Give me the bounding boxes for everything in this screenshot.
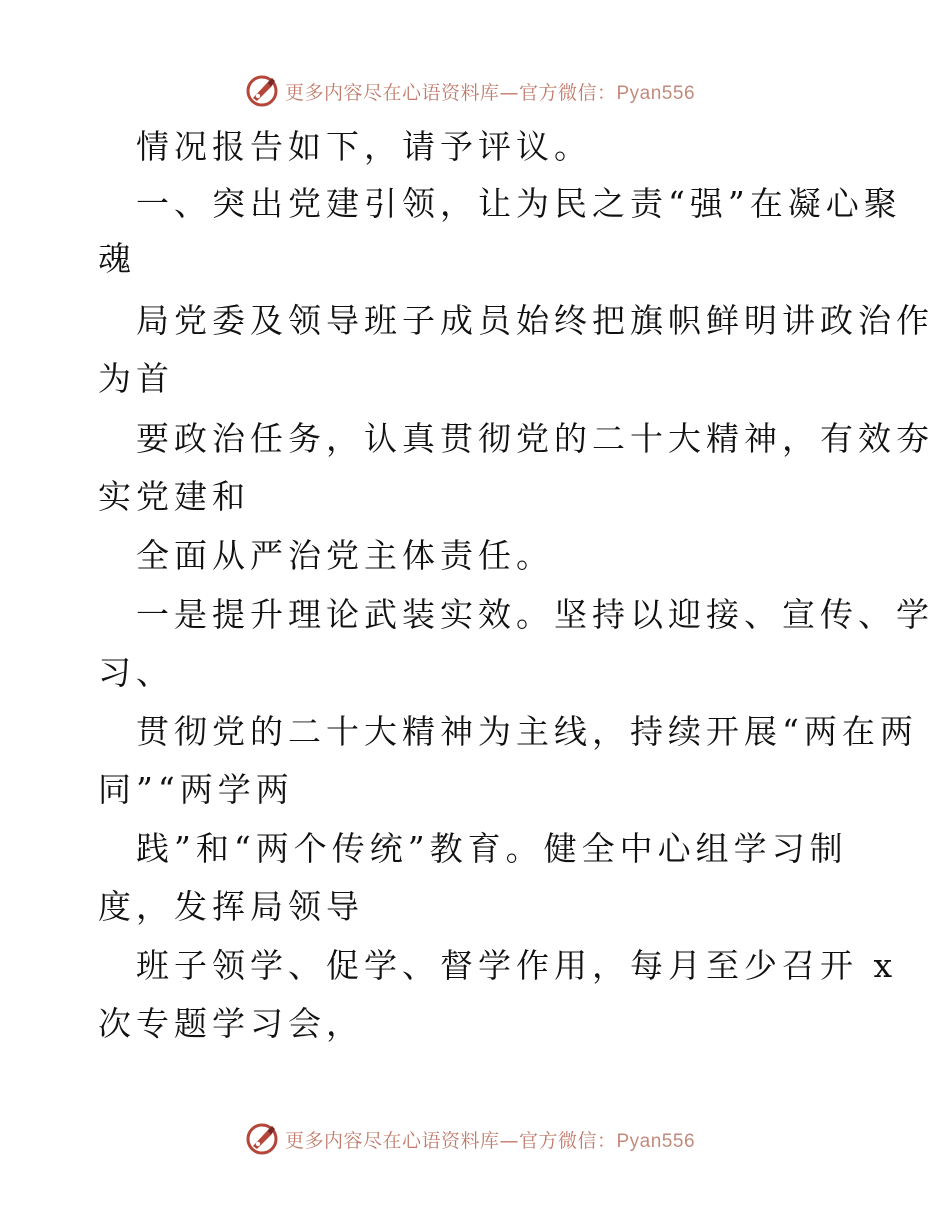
pen-logo-icon xyxy=(245,74,279,108)
text-line: 度，发挥局领导 xyxy=(98,887,364,926)
watermark-text xyxy=(285,1126,695,1153)
watermark-text-cn: 更多内容尽在心语资料库—官方微信： xyxy=(284,1129,617,1152)
pen-logo-icon xyxy=(245,1122,279,1156)
watermark-text-cn: 更多内容尽在心语资料库—官方微信： xyxy=(284,81,617,104)
text-line: 魂 xyxy=(98,239,136,278)
footer-watermark xyxy=(0,1119,950,1159)
text-line: 一是提升理论武装实效。坚持以迎接、宣传、学 xyxy=(136,595,934,634)
text-line: 践”和“两个传统”教育。健全中心组学习制 xyxy=(136,829,848,868)
text-line: 贯彻党的二十大精神为主线，持续开展“两在两 xyxy=(136,712,918,751)
header-watermark xyxy=(0,71,950,111)
text-line: 局党委及领导班子成员始终把旗帜鲜明讲政治作 xyxy=(136,301,934,340)
watermark-wechat-id: Pyan556 xyxy=(616,82,696,104)
watermark-text xyxy=(285,78,695,105)
text-line: 全面从严治党主体责任。 xyxy=(136,536,554,575)
text-line: 情况报告如下，请予评议。 xyxy=(136,127,592,166)
text-line: 为首 xyxy=(98,359,174,398)
text-line: 实党建和 xyxy=(98,477,250,516)
text-line: 一、突出党建引领，让为民之责“强”在凝心聚 xyxy=(136,184,902,223)
text-line: 次专题学习会， xyxy=(98,1004,364,1043)
watermark-wechat-id: Pyan556 xyxy=(616,1130,696,1152)
text-line: 同”“两学两 xyxy=(98,770,294,809)
text-line: 要政治任务，认真贯彻党的二十大精神，有效夯 xyxy=(136,419,934,458)
text-line: 习、 xyxy=(98,653,174,692)
text-line: 班子领学、促学、督学作用，每月至少召开 x xyxy=(136,946,898,985)
